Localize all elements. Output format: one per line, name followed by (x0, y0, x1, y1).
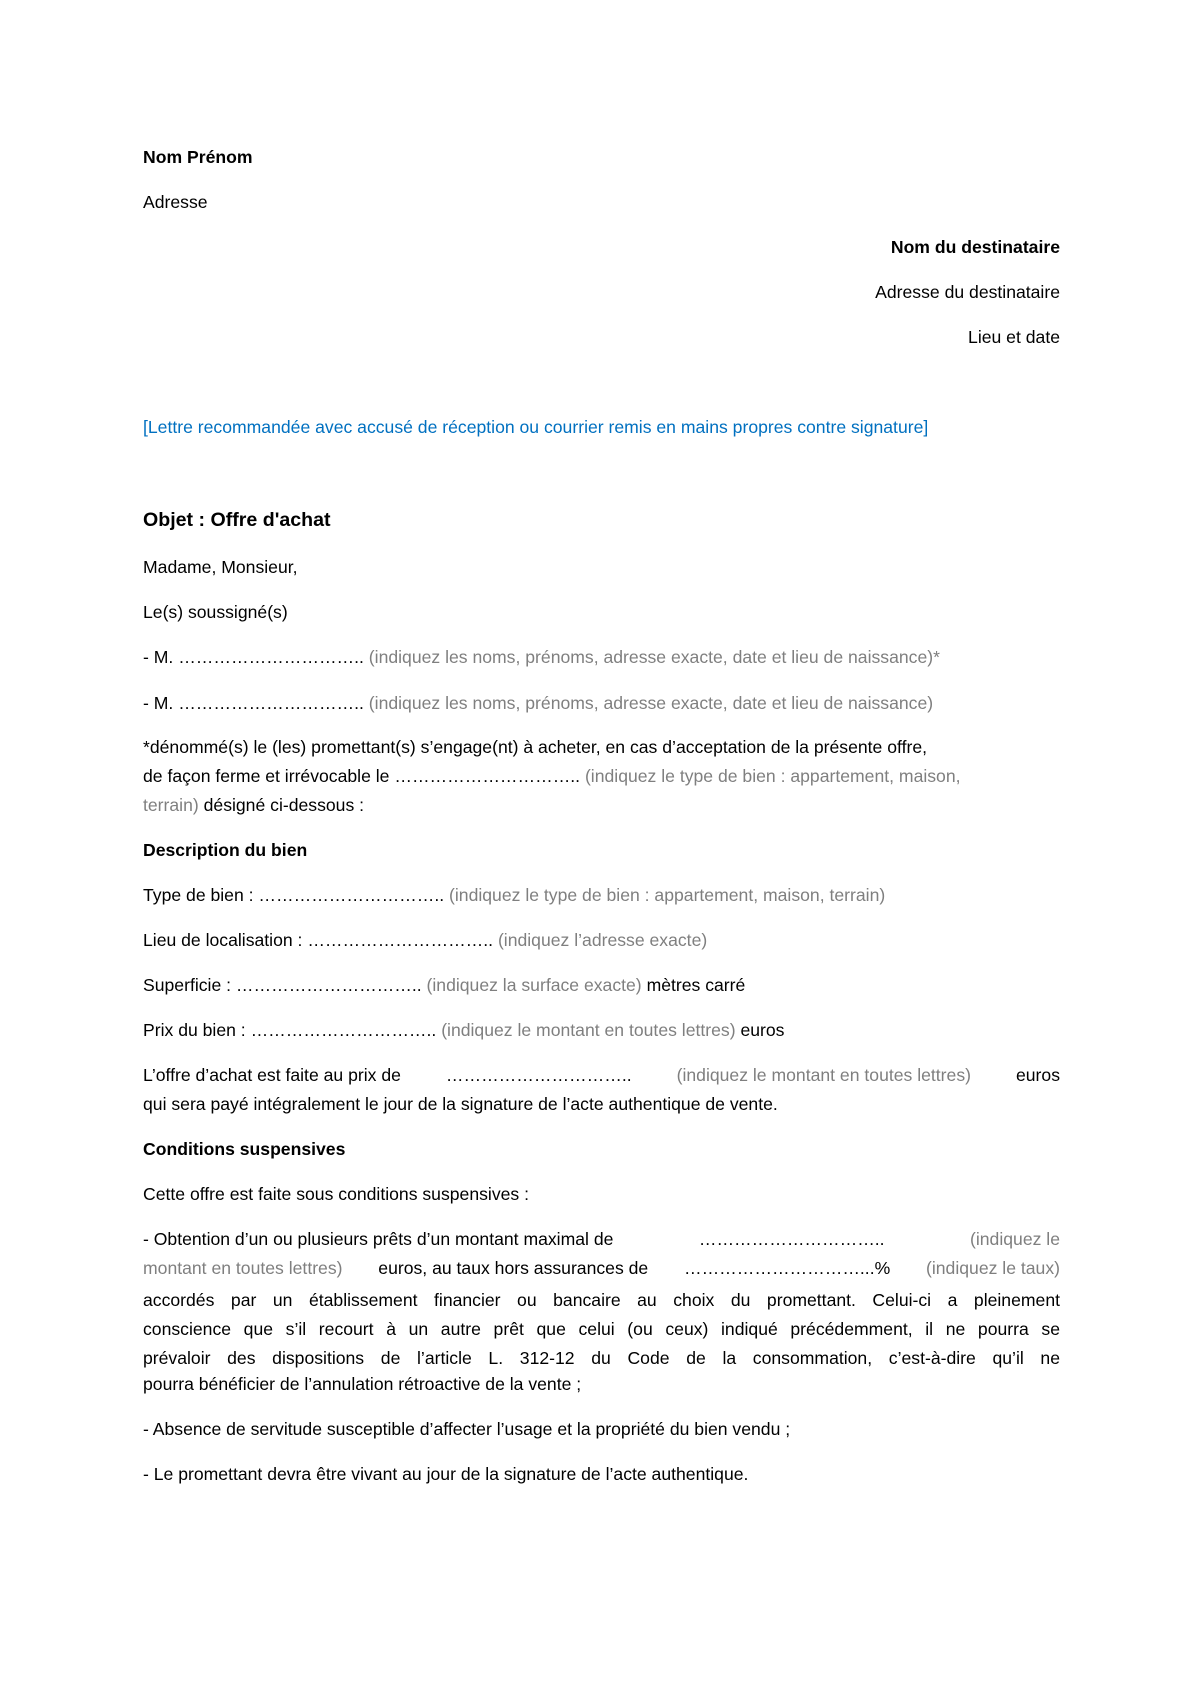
field-hint: terrain) (143, 795, 199, 815)
signatory-line (143, 646, 1060, 668)
price-field (143, 1019, 1060, 1041)
loan-condition-line-1 (143, 1228, 1060, 1250)
loan-condition-line-4: conscience que s’il recourt à un autre prêt que celui (ou ceux) indiqué précédemment, il ne pourra se (143, 1319, 1060, 1339)
field-hint: (indiquez le montant en toutes lettres) (676, 1065, 971, 1085)
recipient-name: Nom du destinataire (890, 237, 1060, 257)
area-field (143, 974, 1060, 996)
commitment-line-1: *dénommé(s) le (les) promettant(s) s’engage(nt) à acheter, en cas d’acceptation de la présente offre, (143, 737, 927, 757)
place-and-date: Lieu et date (968, 327, 1060, 347)
sender-name: Nom Prénom (143, 147, 253, 167)
fill-in-field[interactable]: ………………………….. (445, 1065, 632, 1085)
loan-condition-line-2 (143, 1257, 1060, 1279)
fill-in-field[interactable]: ………………………….. (178, 647, 364, 667)
signatory-prefix: - M. (143, 647, 174, 667)
commitment-text: désigné ci-dessous : (203, 795, 365, 815)
field-hint: (indiquez la surface exacte) (426, 975, 642, 995)
subject-heading: Objet : Offre d'achat (143, 509, 331, 531)
field-hint: (indiquez les noms, prénoms, adresse exacte, date et lieu de naissance) (368, 647, 934, 667)
fill-in-field[interactable]: ………………………….. (235, 975, 422, 995)
fill-in-field[interactable]: ………………………….. (698, 1229, 885, 1249)
property-type-field (143, 884, 1060, 906)
field-unit: euros (740, 1020, 785, 1040)
field-hint: (indiquez l’adresse exacte) (497, 930, 708, 950)
offer-text: L’offre d’achat est faite au prix de (143, 1065, 401, 1085)
loan-text: euros, au taux hors assurances de (378, 1258, 649, 1278)
signatory-prefix: - M. (143, 693, 174, 713)
field-label: Prix du bien : (143, 1020, 246, 1040)
loan-condition-line-6: pourra bénéficier de l’annulation rétroactive de la vente ; (143, 1374, 582, 1394)
conditions-intro: Cette offre est faite sous conditions suspensives : (143, 1184, 529, 1204)
field-hint: (indiquez le type de bien : appartement, maison, terrain) (449, 885, 886, 905)
field-label: Lieu de localisation : (143, 930, 303, 950)
fill-in-field[interactable]: ………………………….. (258, 885, 445, 905)
field-hint: montant en toutes lettres) (143, 1258, 343, 1278)
offer-payment-line: qui sera payé intégralement le jour de la signature de l’acte authentique de vente. (143, 1094, 778, 1114)
commitment-text: de façon ferme et irrévocable le (143, 766, 390, 786)
servitude-condition: - Absence de servitude susceptible d’affecter l’usage et la propriété du bien vendu ; (143, 1419, 791, 1439)
field-unit: euros (1015, 1065, 1060, 1085)
location-field (143, 929, 1060, 951)
commitment-line-2 (143, 765, 1060, 787)
description-heading: Description du bien (143, 840, 308, 860)
commitment-line-3 (143, 794, 1060, 816)
rate-fill-in-field[interactable]: …………………………...% (683, 1258, 891, 1278)
field-hint: (indiquez le taux) (926, 1258, 1060, 1278)
field-hint: (indiquez le (970, 1229, 1060, 1249)
fill-in-field[interactable]: ………………………….. (394, 766, 581, 786)
field-hint: (indiquez les noms, prénoms, adresse exacte, date et lieu de naissance) (368, 693, 934, 713)
field-label: Superficie : (143, 975, 232, 995)
field-label: Type de bien : (143, 885, 254, 905)
sender-address: Adresse (143, 192, 208, 212)
salutation: Madame, Monsieur, (143, 557, 298, 577)
field-hint: (indiquez le montant en toutes lettres) (441, 1020, 736, 1040)
conditions-heading: Conditions suspensives (143, 1139, 346, 1159)
field-hint: (indiquez le type de bien : appartement, maison, (584, 766, 961, 786)
offer-price-line (143, 1064, 1060, 1086)
alive-condition: - Le promettant devra être vivant au jour de la signature de l’acte authentique. (143, 1464, 749, 1484)
field-unit: mètres carré (646, 975, 746, 995)
loan-condition-line-3: accordés par un établissement financier ou bancaire au choix du promettant. Celui-ci a pleinement (143, 1290, 1060, 1310)
fill-in-field[interactable]: ………………………….. (178, 693, 364, 713)
delivery-note: [Lettre recommandée avec accusé de réception ou courrier remis en mains propres contre signature] (143, 417, 929, 437)
loan-text: - Obtention d’un ou plusieurs prêts d’un montant maximal de (143, 1229, 614, 1249)
loan-condition-line-5: prévaloir des dispositions de l’article L. 312-12 du Code de la consommation, c’est-à-dire qu’il ne (143, 1348, 1060, 1368)
fill-in-field[interactable]: ………………………….. (250, 1020, 437, 1040)
footnote-marker: * (933, 647, 940, 667)
signatory-line (143, 692, 1060, 714)
recipient-address: Adresse du destinataire (875, 282, 1060, 302)
fill-in-field[interactable]: ………………………….. (307, 930, 494, 950)
undersigned-label: Le(s) soussigné(s) (143, 602, 288, 622)
